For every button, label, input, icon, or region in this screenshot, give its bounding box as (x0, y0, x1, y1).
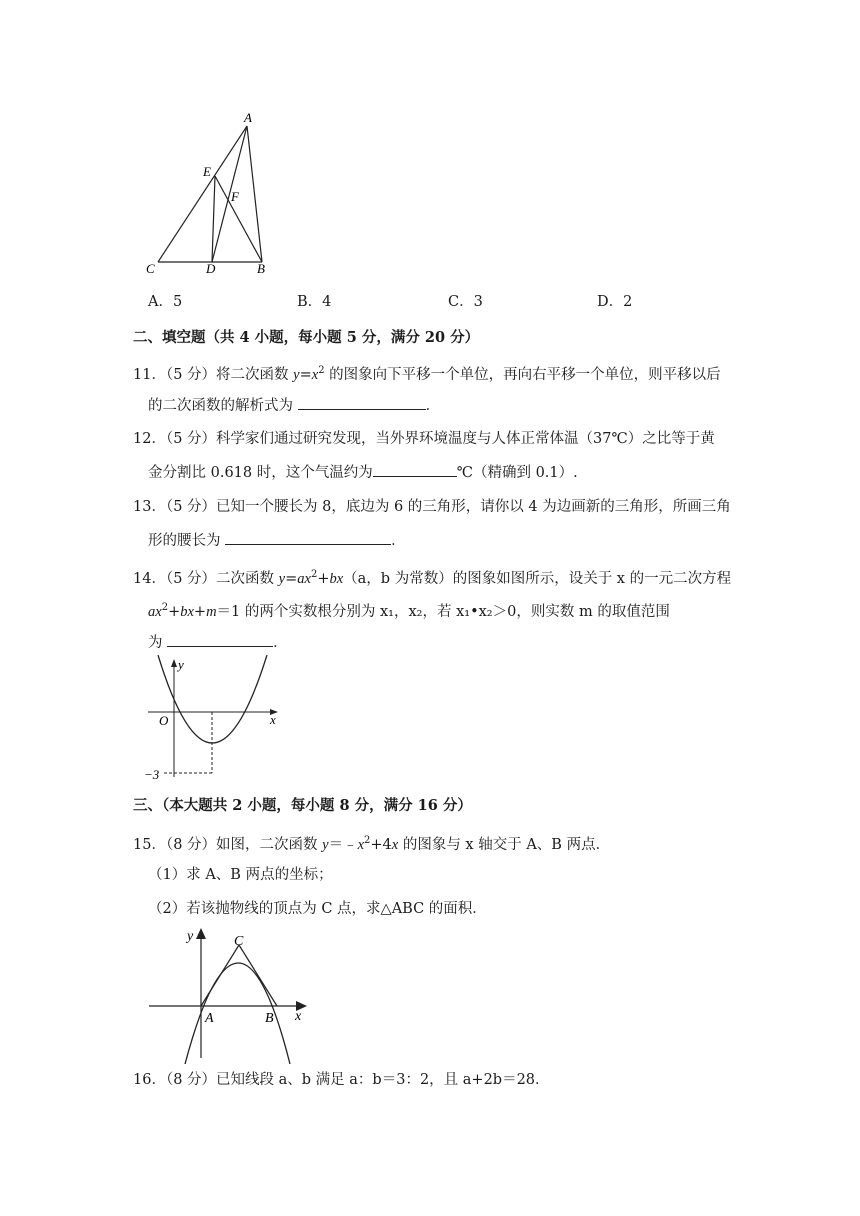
question-11-line1: 11．（5 分）将二次函数 $y=x^2$ 的图象向下平移一个单位，再向右平移一个单位，则平移以后 (133, 365, 721, 383)
vertex-label-a: A (244, 110, 252, 125)
option-c: C．3 (448, 294, 483, 310)
question-12-line1: 12．（5 分）科学家们通过研究发现，当外界环境温度与人体正常体温（37℃）之比等于黄 (133, 431, 715, 447)
option-a: A．5 (148, 294, 183, 310)
x-axis-label: x (295, 1009, 302, 1024)
question-14-line1: 14．（5 分）二次函数 $y=ax^2+bx(a$，b 为常数）的图象如图所示，设关于 x 的一元二次方程 (133, 569, 732, 587)
parabola-graph-1 (140, 655, 290, 785)
option-b: B．4 (297, 294, 332, 310)
triangle-figure (140, 108, 290, 278)
point-label-c: C (234, 934, 244, 949)
y-axis-label: y (178, 657, 184, 672)
option-d: D．2 (597, 294, 633, 310)
question-11-line2: 的二次函数的解析式为 ． (148, 395, 440, 416)
vertex-label-f: F (231, 189, 239, 204)
origin-label: O (159, 713, 169, 728)
question-15-line1: 15．（8 分）如图，二次函数 $y=﹣x^2+4x$ 的图象与 x 轴交于 A、B 两点． (133, 835, 611, 853)
vertex-label-e: E (203, 164, 211, 179)
point-label-a: A (205, 1011, 214, 1026)
parabola-graph-2 (145, 924, 315, 1064)
vertex-label-b: B (257, 261, 265, 276)
answer-blank[interactable] (225, 530, 391, 545)
section-title: 二、填空题（共 4 小题，每小题 5 分，满分 20 分） (133, 329, 480, 346)
vertex-label-c: C (146, 261, 155, 276)
answer-blank[interactable] (373, 462, 457, 477)
point-label-b: B (265, 1011, 274, 1026)
x-axis-label: x (270, 712, 276, 727)
question-14-line3: 为 ． (148, 632, 288, 653)
vertex-label-d: D (206, 261, 216, 276)
question-13-line1: 13．（5 分）已知一个腰长为 8，底边为 6 的三角形，请你以 4 为边画新的三角形，所画三角 (133, 499, 731, 515)
y-axis-label: y (187, 929, 194, 944)
question-15-sub2: （2）若该抛物线的顶点为 C 点，求△ABC 的面积． (148, 901, 487, 917)
question-15-sub1: （1）求 A、B 两点的坐标； (148, 867, 333, 883)
answer-blank[interactable] (298, 395, 426, 410)
answer-blank[interactable] (167, 632, 273, 647)
question-16-line1: 16．（8 分）已知线段 a、b 满足 a：b＝3：2，且 a+2b＝28． (133, 1072, 550, 1088)
question-13-line2: 形的腰长为 ． (148, 530, 406, 551)
question-12-line2: 金分割比 0.618 时，这个气温约为 ℃（精确到 0.1）. (148, 462, 578, 483)
question-14-line2: $ax^2+bx+m=1$ 的两个实数根分别为 x₁，x₂，若 x₁•x₂＞0，则实数 m 的取值范围 (148, 602, 670, 620)
minus-three-label: −3 (144, 767, 160, 782)
section-title: 三、（本大题共 2 小题，每小题 8 分，满分 16 分） (133, 797, 472, 814)
